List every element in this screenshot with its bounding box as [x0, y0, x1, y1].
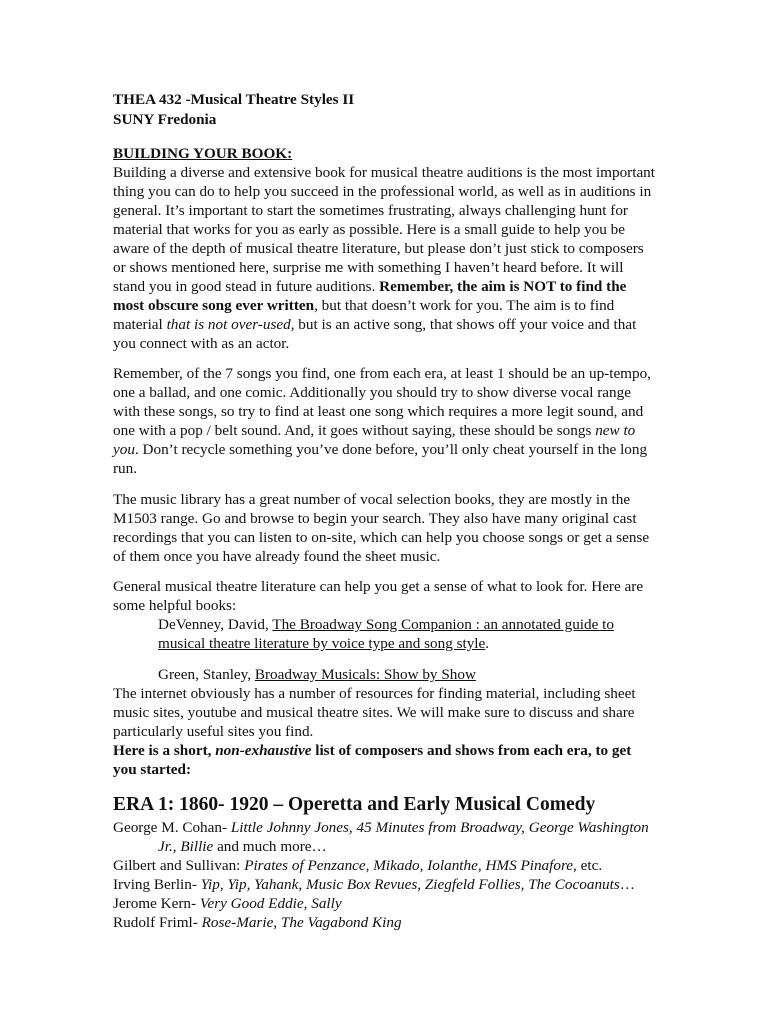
paragraph-internet: The internet obviously has a number of resources for finding material, including sheet music sites, youtube and musical theatre sites. We will make sure to discuss and share particularly useful sites you find. [113, 685, 636, 740]
course-title: THEA 432 -Musical Theatre Styles II [113, 91, 355, 108]
list-intro-text: Here is a short, [113, 742, 216, 759]
paragraph-requirements-italic: new to you [113, 422, 636, 458]
paragraph-requirements-text: Remember, of the 7 songs you find, one from each era, at least 1 should be an up-tempo, one a ballad, and one comic. Additionally you should try to show diverse vocal range with these songs, so try to find at least one song which requires a more legit sound, and one with a pop / belt sound. And, it goes without saying, these should be songs [113, 365, 651, 439]
composer-shows: Pirates of Penzance, Mikado, Iolanthe, HMS Pinafore [244, 857, 574, 874]
composer-shows: Rose-Marie, The Vagabond King [201, 914, 402, 931]
paragraph-intro-bold: Remember, the aim is NOT to find the most obscure song ever written [113, 278, 627, 314]
composer-suffix: , etc. [573, 857, 603, 874]
document-header [113, 90, 658, 129]
paragraph-requirements-text-2: . Don’t recycle something you’ve done before, you’ll only cheat yourself in the long run. [113, 441, 648, 477]
paragraph-intro-text: Building a diverse and extensive book for musical theatre auditions is the most important thing you can do to help you succeed in the professional world, as well as in auditions in general. It’s important to start the sometimes frustrating, always challenging hunt for material that works for you as early as possible. Here is a small guide to help you be aware of the depth of musical theatre literature, but please don’t just stick to composers or shows mentioned here, surprise me with something I haven’t heard before. It will stand you in good stead in future auditions. [113, 164, 655, 295]
paragraph-requirements [113, 364, 658, 478]
reference-end: . [485, 635, 490, 652]
book-reference-green [158, 665, 658, 684]
era-heading: ERA 1: 1860- 1920 – Operetta and Early Musical Comedy [113, 794, 596, 815]
list-item [113, 894, 658, 913]
paragraph-intro-text-2: , but that doesn’t work for you. The aim is to find material [113, 297, 615, 333]
composer-suffix: and much more… [213, 838, 327, 855]
composer-name: Irving Berlin- [113, 876, 201, 893]
school-name: SUNY Fredonia [113, 110, 217, 128]
list-item [113, 818, 658, 856]
paragraph-list-intro [113, 741, 658, 779]
composer-name: George M. Cohan- [113, 819, 231, 836]
composer-name: Jerome Kern- [113, 895, 200, 912]
composer-name: Gilbert and Sullivan: [113, 857, 245, 874]
reference-title: Broadway Musicals: Show by Show [254, 666, 476, 683]
era-composer-list [113, 818, 658, 932]
composer-shows: Very Good Eddie, Sally [199, 895, 342, 912]
composer-name: Rudolf Friml- [113, 914, 202, 931]
paragraph-library: The music library has a great number of vocal selection books, they are mostly in the M1503 range. Go and browse to begin your search. They also have many original cast recordings that you can listen to on-site, which can help you choose songs or get a sense of them once you have already found the sheet music. [113, 491, 650, 565]
composer-shows-cont: Jr., Billie [158, 838, 214, 855]
reference-author: Green, Stanley, [158, 666, 255, 683]
reference-title: The Broadway Song Companion : an annotated guide to musical theatre literature by voice type and song style [158, 616, 614, 652]
section-heading-colon: : [287, 145, 293, 162]
composer-shows: Yip, Yip, Yahank, Music Box Revues, Ziegfeld Follies, The Cocoanuts [200, 876, 620, 893]
paragraph-intro-text-3: , but is an active song, that shows off your voice and that you connect with as an actor. [113, 316, 637, 352]
list-item [113, 913, 658, 932]
composer-shows: Little Johnny Jones, 45 Minutes from Broadway, George Washington [230, 819, 649, 836]
reference-author: DeVenney, David, [158, 616, 273, 633]
list-item [113, 856, 658, 875]
list-item [113, 875, 658, 894]
book-reference-devenney [158, 615, 658, 653]
section-heading-text: BUILDING YOUR BOOK [113, 145, 288, 162]
paragraph-intro [113, 163, 658, 353]
list-intro-text-2: list of composers and shows from each era, to get you started: [113, 742, 632, 778]
composer-suffix: … [619, 876, 635, 893]
section-heading [113, 144, 658, 163]
paragraph-intro-italic: that is not over-used [166, 316, 291, 333]
list-intro-italic: non-exhaustive [215, 742, 312, 759]
list-item-continuation [113, 837, 658, 856]
paragraph-literature: General musical theatre literature can help you get a sense of what to look for. Here are some helpful books: [113, 578, 644, 614]
